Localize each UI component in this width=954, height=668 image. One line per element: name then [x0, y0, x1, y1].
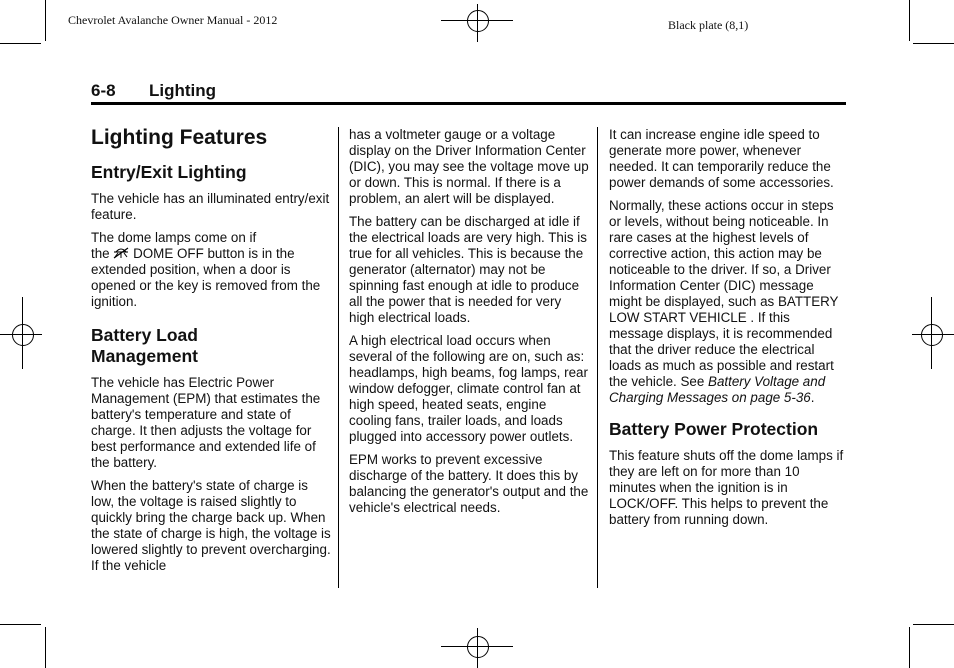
column-divider-2 — [597, 127, 598, 588]
column-3 — [609, 127, 845, 535]
section-number: 6-8 — [91, 81, 116, 100]
plate-label: Black plate (8,1) — [668, 18, 749, 32]
paragraph: This feature shuts off the dome lamps if they are left on for more than 10 minutes when the ignition is in LOCK/OFF. This helps to prevent the battery from running down. — [609, 448, 844, 527]
paragraph: A high electrical load occurs when several of the following are on, such as: headlamps, high beams, fog lamps, rear window defogger, climate control fan at high speed, heated seats, engine cooling fans, trailer loads, and loads plugged into accessory power outlets. — [349, 333, 588, 444]
paragraph: The vehicle has an illuminated entry/exit feature. — [91, 191, 330, 222]
paragraph-dome-lamps: The dome lamps come on if the DOME OFF button is in the extended position, when a door is opened or the key is removed from the ignition. — [91, 230, 321, 309]
manual-title-header: Chevrolet Avalanche Owner Manual - 2012 — [68, 13, 278, 27]
heading-battery-load-management: Battery Load Management — [91, 325, 198, 366]
dome-lamp-icon — [113, 247, 129, 259]
paragraph: has a voltmeter gauge or a voltage display on the Driver Information Center (DIC), you may see the voltage move up or down. This is normal. If there is a problem, an alert will be displayed. — [349, 127, 589, 206]
column-divider-1 — [338, 127, 339, 588]
section-rule — [91, 102, 846, 105]
heading-entry-exit-lighting: Entry/Exit Lighting — [91, 162, 247, 182]
heading-battery-power-protection: Battery Power Protection — [609, 419, 819, 439]
page-title: Lighting Features — [91, 126, 268, 149]
paragraph: It can increase engine idle speed to generate more power, whenever needed. It can temporarily reduce the power demands of some accessories. — [609, 127, 834, 190]
paragraph-battery-message: Normally, these actions occur in steps or levels, without being noticeable. In rare cases at the highest levels of corrective action, this action may be noticeable to the driver. If so, a Driver Information Center (DIC) message might be displayed, such as BATTERY LOW START VEHICLE . If this message displays, it is recommended that the driver reduce the electrical loads as much as possible and restart the vehicle. See Battery Voltage and Charging Messages on page 5-36. — [609, 198, 839, 405]
column-1 — [91, 124, 331, 581]
paragraph: The battery can be discharged at idle if the electrical loads are very high. This is true for all vehicles. This is because the generator (alternator) may not be spinning fast enough at idle to produce all the power that is needed for very high electrical loads. — [349, 214, 587, 325]
cross-reference-link[interactable]: Battery Voltage and Charging Messages on page 5-36 — [609, 374, 826, 405]
paragraph: EPM works to prevent excessive discharge of the battery. It does this by balancing the generator's output and the vehicle's electrical needs. — [349, 452, 589, 515]
column-2 — [349, 127, 589, 523]
paragraph: When the battery's state of charge is low, the voltage is raised slightly to quickly bring the charge back up. When the state of charge is high, the voltage is lowered slightly to prevent overcharging. If the vehicle — [91, 478, 331, 573]
section-title: Lighting — [149, 81, 217, 100]
paragraph: The vehicle has Electric Power Management (EPM) that estimates the battery's temperature and state of charge. It then adjusts the voltage for best performance and extended life of the battery. — [91, 375, 321, 470]
